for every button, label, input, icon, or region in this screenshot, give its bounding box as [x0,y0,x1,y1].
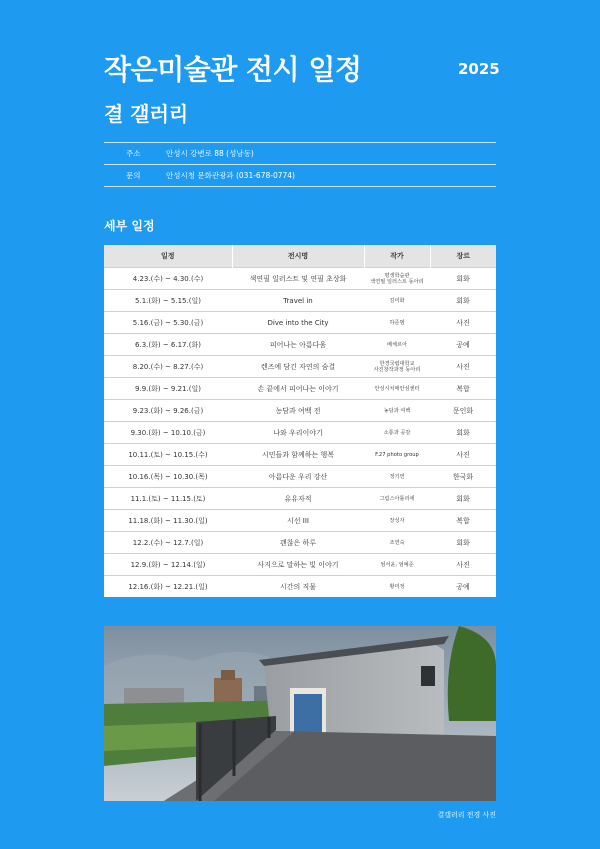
genre-cell: 공예 [430,334,496,356]
artist-cell: 베체르아 [364,334,430,356]
schedule-date-cell: 6.3.(화) ~ 6.17.(화) [104,334,232,356]
genre-cell: 문인화 [430,400,496,422]
table-row [104,290,496,312]
genre-cell: 회화 [430,268,496,290]
artist-cell: F.27 photo group [364,444,430,466]
genre-cell: 복합 [430,510,496,532]
artist-cell: 장성자 [364,510,430,532]
table-row [104,312,496,334]
exhibition-title-cell: 시간의 직물 [232,576,364,598]
exhibition-title-cell: 시민들과 함께하는 행복 [232,444,364,466]
exhibition-title-cell: 농담과 여백 전 [232,400,364,422]
table-body [104,268,496,598]
address-label: 주소 [126,149,141,158]
genre-cell: 복합 [430,378,496,400]
artist-cell: 김미화 [364,290,430,312]
table-row [104,554,496,576]
contact-label: 문의 [126,171,141,180]
table-row [104,422,496,444]
artist-cell: 소통과 공감 [364,422,430,444]
genre-cell: 한국화 [430,466,496,488]
header-date: 일정 [104,245,232,268]
exhibition-title-cell: 사지으로 말하는 빛 이야기 [232,554,364,576]
gallery-name: 결 갤러리 [104,102,189,126]
table-row [104,576,496,598]
genre-cell: 사진 [430,312,496,334]
artist-cell: 정기연 [364,466,430,488]
genre-cell: 사진 [430,356,496,378]
exhibition-title-cell: 괜찮은 하루 [232,532,364,554]
artist-cell: 안성시치매안심센터 [364,378,430,400]
table-row [104,532,496,554]
schedule-date-cell: 8.20.(수) ~ 8.27.(수) [104,356,232,378]
artist-cell: 하준범 [364,312,430,334]
exhibition-title-cell: 시선 III [232,510,364,532]
genre-cell: 공예 [430,576,496,598]
table-row [104,400,496,422]
genre-cell: 사진 [430,554,496,576]
exhibition-title-cell: Dive into the City [232,312,364,334]
schedule-date-cell: 12.9.(화) ~ 12.14.(일) [104,554,232,576]
table-row [104,268,496,290]
contact-row [104,165,496,187]
artist-cell: 조연숙 [364,532,430,554]
address-row [104,142,496,165]
artist-cell: 황미정 [364,576,430,598]
schedule-date-cell: 4.23.(수) ~ 4.30.(수) [104,268,232,290]
artist-cell: 농담과 여백 [364,400,430,422]
exhibition-title-cell: 유유자적 [232,488,364,510]
exhibition-title-cell: 피어나는 아름다움 [232,334,364,356]
schedule-table [104,245,496,597]
schedule-date-cell: 9.30.(화) ~ 10.10.(금) [104,422,232,444]
genre-cell: 회화 [430,488,496,510]
schedule-date-cell: 11.18.(화) ~ 11.30.(일) [104,510,232,532]
exhibition-title-cell: 손 끝에서 피어나는 이야기 [232,378,364,400]
table-row [104,334,496,356]
schedule-date-cell: 10.16.(목) ~ 10.30.(목) [104,466,232,488]
artist-cell: 한경국립대학교 사진창작과정 동아리 [364,356,430,378]
table-row [104,488,496,510]
section-title: 세부 일정 [104,219,155,233]
exhibition-title-cell: 색연필 일러스트 및 연필 초상화 [232,268,364,290]
address-value: 안성시 강변로 88 (성남동) [166,149,254,158]
contact-value: 안성시청 문화관광과 (031-678-0774) [166,171,295,180]
info-table [104,142,496,187]
schedule-date-cell: 10.11.(토) ~ 10.15.(수) [104,444,232,466]
header-genre: 장르 [430,245,496,268]
photo-caption: 결갤러리 전경 사진 [437,811,496,819]
artist-cell: 그림스아틀리에 [364,488,430,510]
genre-cell: 회화 [430,422,496,444]
artist-cell: 엄서윤, 엄예준 [364,554,430,576]
genre-cell: 사진 [430,444,496,466]
genre-cell: 회화 [430,532,496,554]
exhibition-title-cell: 아름다운 우리 강산 [232,466,364,488]
schedule-date-cell: 5.1.(화) ~ 5.15.(일) [104,290,232,312]
year-label: 2025 [458,60,500,78]
table-row [104,378,496,400]
schedule-date-cell: 9.23.(화) ~ 9.26.(금) [104,400,232,422]
table-header-row [104,245,496,268]
exhibition-title-cell: Travel in [232,290,364,312]
exhibition-title-cell: 나와 우리이야기 [232,422,364,444]
schedule-date-cell: 12.2.(수) ~ 12.7.(일) [104,532,232,554]
table-row [104,510,496,532]
schedule-date-cell: 12.16.(화) ~ 12.21.(일) [104,576,232,598]
table-row [104,466,496,488]
header-title: 전시명 [232,245,364,268]
genre-cell: 회화 [430,290,496,312]
exhibition-title-cell: 렌즈에 담긴 자연의 숨결 [232,356,364,378]
schedule-date-cell: 9.9.(화) ~ 9.21.(일) [104,378,232,400]
header-artist: 작가 [364,245,430,268]
page-title: 작은미술관 전시 일정 [104,53,362,86]
artist-cell: 평생학습관 색연필 일러스트 동아리 [364,268,430,290]
gallery-photo [104,626,496,801]
schedule-date-cell: 5.16.(금) ~ 5.30.(금) [104,312,232,334]
table-row [104,444,496,466]
schedule-date-cell: 11.1.(토) ~ 11.15.(토) [104,488,232,510]
table-row [104,356,496,378]
